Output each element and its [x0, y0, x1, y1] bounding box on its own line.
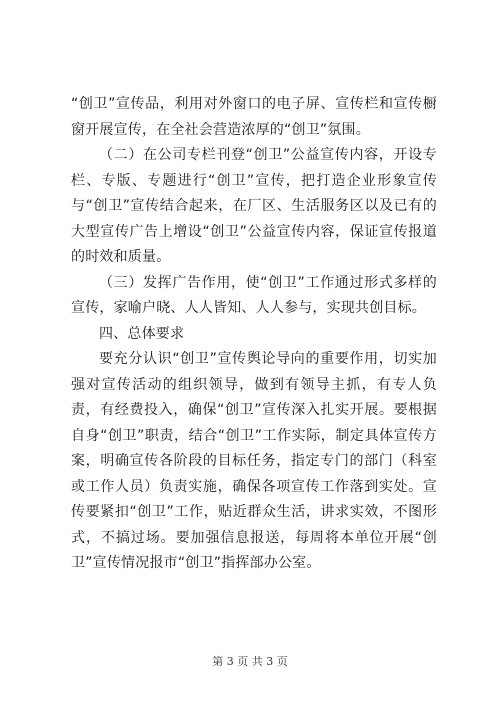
section-heading-requirements: 四、总体要求: [99, 325, 185, 342]
paragraph-continuation: “创卫”宣传品，利用对外窗口的电子屏、宣传栏和宣传橱窗开展宣传，在全社会营造浓厚的“创卫”氛围。: [71, 96, 437, 138]
paragraph-item-two: （二）在公司专栏刊登“创卫”公益宣传内容，开设专栏、专版、专题进行“创卫”宣传，把打造企业形象宣传与“创卫”宣传结合起来，在厂区、生活服务区以及已有的大型宣传广告上增设“创卫”公益宣传内容，保证宣传报道的时效和质量。: [71, 147, 437, 265]
paragraph-item-three: （三）发挥广告作用，使“创卫”工作通过形式多样的宣传，家喻户晓、人人皆知、人人参与，实现共创目标。: [71, 274, 437, 316]
paragraph-requirements: 要充分认识“创卫”宣传舆论导向的重要作用，切实加强对宣传活动的组织领导，做到有领导主抓，有专人负责，有经费投入，确保“创卫”宣传深入扎实开展。要根据自身“创卫”职责，结合“创卫”工作实际，制定具体宣传方案，明确宣传各阶段的目标任务，指定专门的部门（科室或工作人员）负责实施，确保各项宣传工作落到实处。宣传要紧扣“创卫”工作，贴近群众生活，讲求实效，不图形式，不搞过场。要加强信息报送，每周将本单位开展“创卫”宣传情况报市“创卫”指挥部办公室。: [71, 351, 437, 571]
document-body: [71, 92, 437, 577]
page-number-footer: 第 3 页 共 3 页: [212, 655, 288, 668]
